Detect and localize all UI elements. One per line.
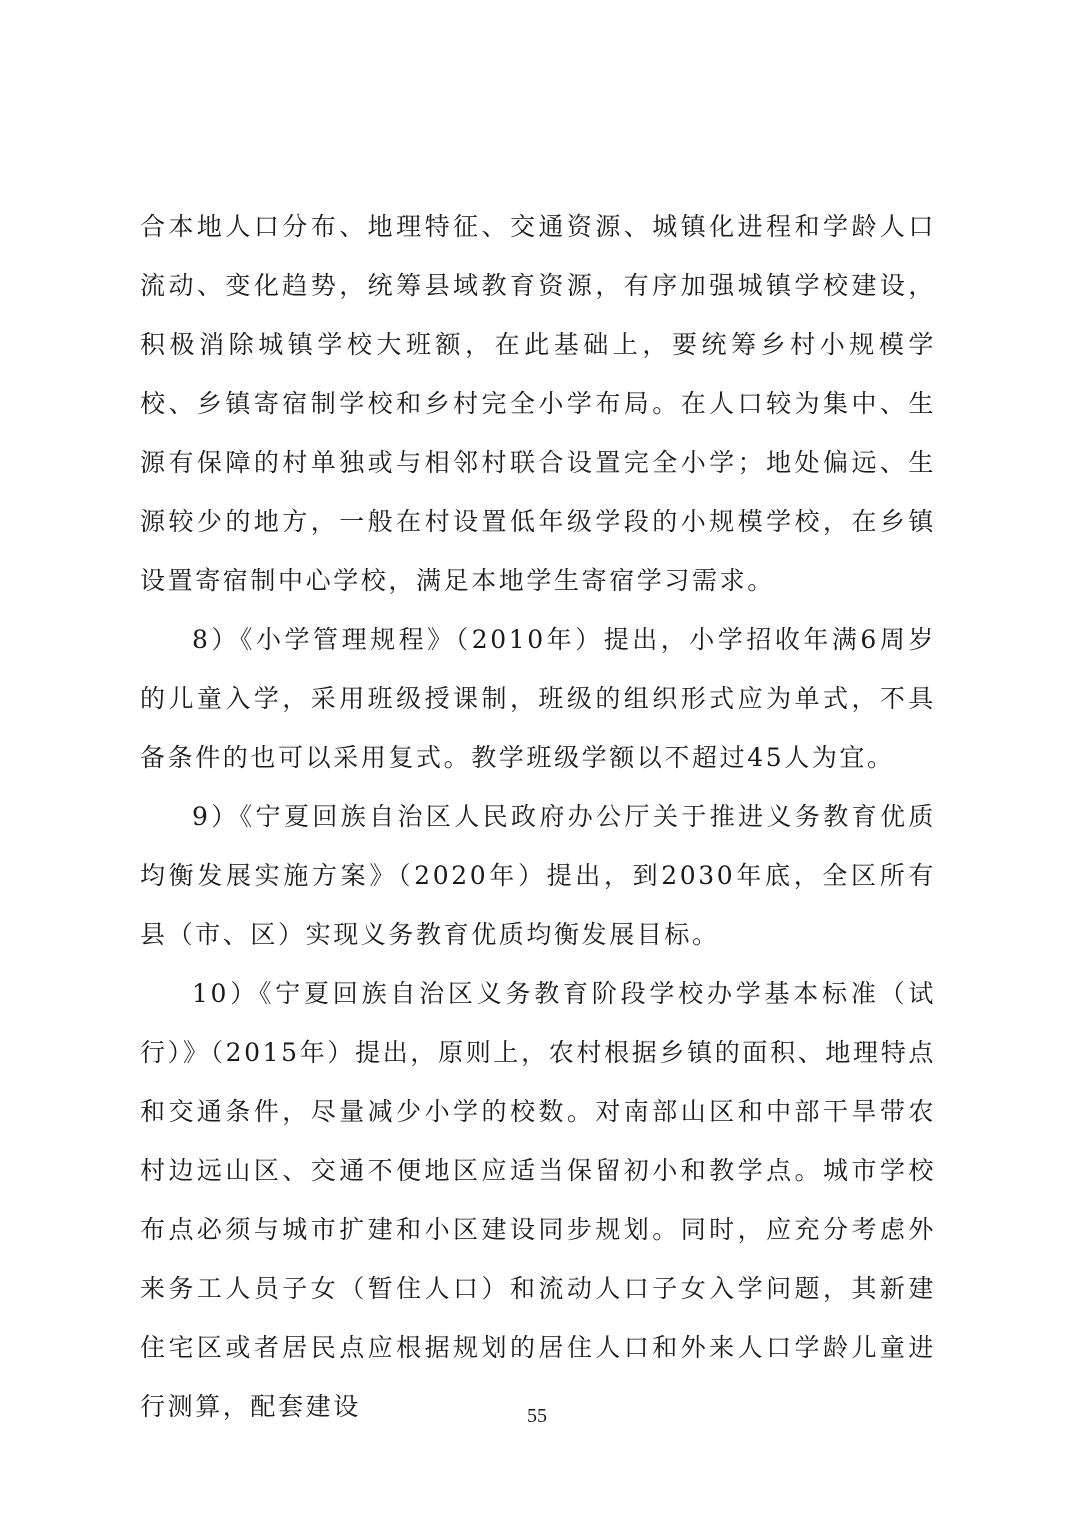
document-body — [140, 197, 936, 1436]
paragraph-item-10: 10）《宁夏回族自治区义务教育阶段学校办学基本标准（试行）》（2015年）提出，原则上，农村根据乡镇的面积、地理特点和交通条件，尽量减少小学的校数。对南部山区和中部干旱带农村边远山区、交通不便地区应适当保留初小和教学点。城市学校布点必须与城市扩建和小区建设同步规划。同时，应充分考虑外来务工人员子女（暂住人口）和流动人口子女入学问题，其新建住宅区或者居民点应根据规划的居住人口和外来人口学龄儿童进行测算，配套建设 — [140, 979, 936, 1421]
paragraph-item-9: 9）《宁夏回族自治区人民政府办公厅关于推进义务教育优质均衡发展实施方案》（2020年）提出，到2030年底，全区所有县（市、区）实现义务教育优质均衡发展目标。 — [140, 802, 936, 949]
paragraph-continuation: 合本地人口分布、地理特征、交通资源、城镇化进程和学龄人口流动、变化趋势，统筹县域教育资源，有序加强城镇学校建设，积极消除城镇学校大班额，在此基础上，要统筹乡村小规模学校、乡镇寄宿制学校和乡村完全小学布局。在人口较为集中、生源有保障的村单独或与相邻村联合设置完全小学；地处偏远、生源较少的地方，一般在村设置低年级学段的小规模学校，在乡镇设置寄宿制中心学校，满足本地学生寄宿学习需求。 — [140, 212, 936, 595]
paragraph-item-8: 8）《小学管理规程》（2010年）提出，小学招收年满6周岁的儿童入学，采用班级授课制，班级的组织形式应为单式，不具备条件的也可以采用复式。教学班级学额以不超过45人为宜。 — [140, 625, 936, 772]
page-number: 55 — [527, 1405, 547, 1427]
